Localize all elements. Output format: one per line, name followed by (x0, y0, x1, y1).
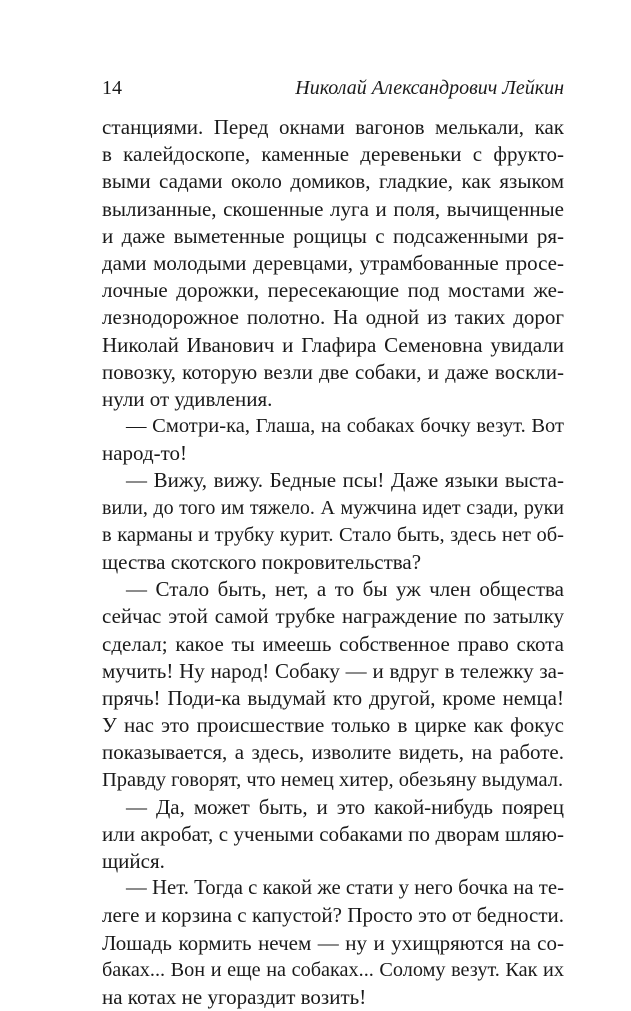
text-line: вили, до того им тяжело. А мужчина идет сзади, руки (102, 496, 564, 519)
text-line: — Смотри-ка, Глаша, на собаках бочку везут. Вот (126, 415, 564, 438)
text-line: лезнодорожное полотно. На одной из таких дорог (102, 305, 564, 330)
page-header (102, 74, 564, 102)
body-text (102, 114, 564, 1011)
text-line: народ-то! (102, 441, 188, 466)
text-line: или акробат, с учеными собаками по дворам шляю- (102, 821, 564, 846)
text-line: вылизанные, скошенные луга и поля, вычищенные (102, 196, 564, 221)
text-line: — Вижу, вижу. Бедные псы! Даже языки выста- (126, 468, 564, 493)
text-line: У нас это происшествие только в цирке как фокус (102, 713, 564, 738)
running-head-author: Николай Александрович Лейкин (295, 77, 564, 99)
text-line: щийся. (102, 849, 165, 874)
text-line: Лошадь кормить нечем — ну и ухищряются на со- (102, 930, 564, 955)
text-line: дами молодыми деревцами, утрамбованные просе- (102, 250, 564, 275)
page-number: 14 (102, 77, 122, 99)
text-line: показывается, а здесь, изволите видеть, на работе. (102, 740, 564, 765)
text-line: в калейдоскопе, каменные деревеньки с фрукто- (102, 142, 564, 167)
text-line: лочные дорожки, пересекающие под мостами же- (102, 278, 564, 303)
text-line: прячь! Поди-ка выдумай кто другой, кроме немца! (102, 685, 564, 710)
text-line: в карманы и трубку курит. Стало быть, здесь нет об- (102, 523, 564, 546)
text-line: нули от удивления. (102, 386, 273, 411)
text-line: сделал; какое ты имеешь собственное право скота (102, 631, 564, 656)
text-line: леге и корзина с капустой? Просто это от бедности. (102, 903, 564, 928)
text-line: станциями. Перед окнами вагонов мелькали, как (102, 115, 564, 139)
text-line: повозку, которую везли две собаки, и даже воскли- (102, 359, 564, 384)
text-line: — Да, может быть, и это какой-нибудь поярец (126, 794, 564, 819)
text-line: Николай Иванович и Глафира Семеновна увидали (102, 332, 564, 357)
text-line: выми садами около домиков, гладкие, как языком (102, 169, 564, 194)
text-line: баках... Вон и еще на собаках... Солому везут. Как их (102, 958, 564, 981)
text-line: — Стало быть, нет, а то бы уж член общества (126, 577, 564, 602)
text-line: Правду говорят, что немец хитер, обезьяну выдумал. (102, 768, 564, 791)
text-line: на котах не угораздит возить! (102, 985, 367, 1009)
text-line: сейчас этой самой трубке награждение по затылку (102, 604, 564, 629)
text-line: щества скотского покровительства? (102, 550, 422, 574)
text-line: мучить! Ну народ! Собаку — и вдруг в тележку за- (102, 658, 564, 683)
text-line: и даже выметенные рощицы с подсаженными ря- (102, 223, 564, 248)
text-line: — Нет. Тогда с какой же стати у него бочка на те- (126, 877, 564, 900)
